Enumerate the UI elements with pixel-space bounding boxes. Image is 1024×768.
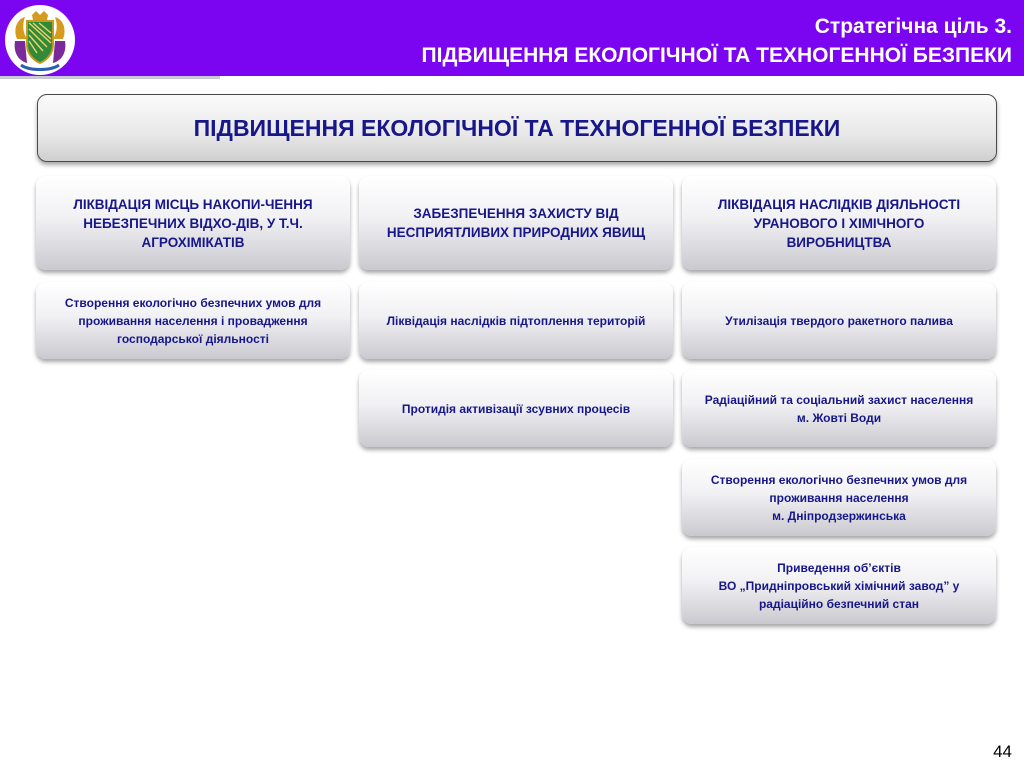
column-3-item-2 [682,370,996,447]
column-3-item-1-text: Утилізація твердого ракетного палива [725,313,953,328]
column-1-item-1 [36,282,350,359]
column-3-heading: ЛІКВІДАЦІЯ НАСЛІДКІВ ДІЯЛЬНОСТІ УРАНОВОГО І ХІМІЧНОГО ВИРОБНИЦТВА [717,196,961,250]
column-1-heading-box [36,176,350,270]
header-divider [0,76,220,79]
header-title-line2: ПІДВИЩЕННЯ ЕКОЛОГІЧНОЇ ТА ТЕХНОГЕННОЇ БЕЗПЕКИ [421,44,1012,67]
main-banner [37,94,997,162]
header-title-line1: Стратегічна ціль 3. [814,15,1012,38]
column-2-heading: ЗАБЕЗПЕЧЕННЯ ЗАХИСТУ ВІД НЕСПРИЯТЛИВИХ ПРИРОДНИХ ЯВИЩ [386,206,646,240]
column-2-item-2-text: Протидія активізації зсувних процесів [401,401,631,416]
column-2-heading-box [359,176,673,270]
banner-title: ПІДВИЩЕННЯ ЕКОЛОГІЧНОЇ ТА ТЕХНОГЕННОЇ БЕЗПЕКИ [193,114,841,141]
column-3-item-4 [682,547,996,624]
column-2-item-1 [359,282,673,359]
column-1-heading: ЛІКВІДАЦІЯ МІСЦЬ НАКОПИ-ЧЕННЯ НЕБЕЗПЕЧНИХ ВІДХО-ДІВ, У Т.Ч. АГРОХІМІКАТІВ [73,196,313,250]
page-number: 44 [993,742,1012,761]
column-3-item-1 [682,282,996,359]
column-3-item-2-text: Радіаційний та соціальний захист населення м. Жовті Води [704,392,974,425]
column-1-item-1-text: Створення екологічно безпечних умов для проживання населення і провадження господарської діяльності [64,295,322,346]
column-3-item-4-text: Приведення об’єктів ВО „Придніпровський хімічний завод” у радіаційно безпечний стан [718,560,960,611]
header-title [312,12,1012,70]
column-3-item-3 [682,459,996,536]
column-3-item-3-text: Створення екологічно безпечних умов для проживання населення м. Дніпродзержинська [710,472,968,523]
column-2-item-2 [359,370,673,447]
column-3-heading-box [682,176,996,270]
coat-of-arms-icon [5,5,75,75]
header-bar [0,0,1024,76]
column-2-item-1-text: Ліквідація наслідків підтоплення територій [386,313,646,328]
